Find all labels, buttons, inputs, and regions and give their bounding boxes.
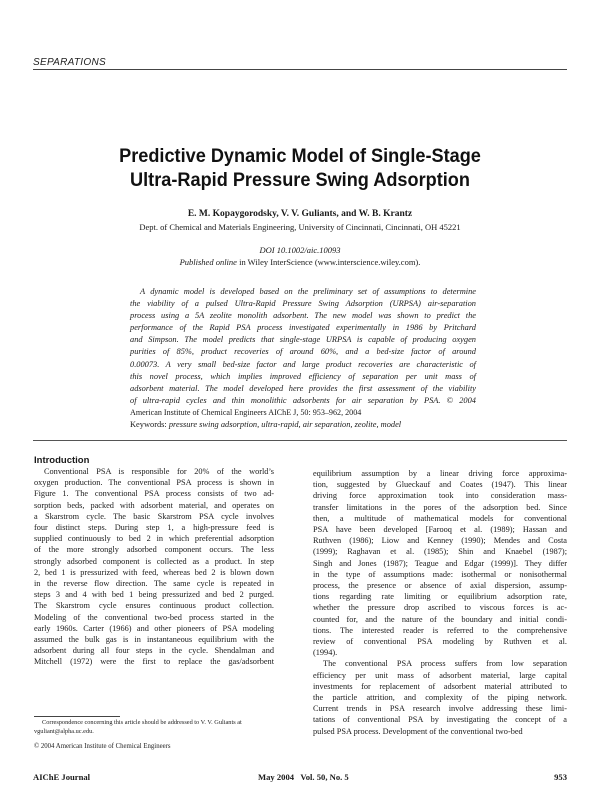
body-text-line: whether the pressure drop ascribed to viscous forces is ac- — [313, 603, 567, 613]
keywords-text: pressure swing adsorption, ultra-rapid, air separation, zeolite, model — [166, 420, 402, 430]
abstract-line: 0.00073. A very small bed-size factor and large product recoveries are characteristic of — [130, 359, 476, 369]
body-text-line: early 1960s. Carter (1966) and other pioneers of PSA modeling — [34, 623, 274, 633]
body-text-line: transfer limitations in the pores of the adsorption bed. Since — [313, 502, 567, 512]
body-text-line: Figure 1. The conventional PSA process consists of two ad- — [34, 489, 274, 499]
body-text-line: sorption beds, packed with adsorbent material, and operates on — [34, 500, 274, 510]
body-text-line: The Skarstrom cycle ensures continuous product collection. — [34, 601, 274, 611]
body-text-line: process, the presence or absence of axial dispersion, assump- — [313, 581, 567, 591]
body-text-line: strongly adsorbed component is collected as a product. In step — [34, 556, 274, 566]
body-text-line: assumed the bulk gas is in instantaneous equilibrium with the — [34, 635, 274, 645]
body-text-line: 2, bed 1 is pressurized with feed, whereas bed 2 is blown down — [34, 567, 274, 577]
body-text-line: tions. The interested reader is referred to the comprehensive — [313, 625, 567, 635]
abstract-rule — [33, 440, 567, 441]
abstract-line: process using a 5A zeolite monolith adsorbent. The new model was shown to predict the — [130, 311, 476, 321]
body-text-line: tion, suggested by Glueckauf and Coates (1947). This linear — [313, 480, 567, 490]
body-text-line: The conventional PSA process suffers from low separation — [323, 659, 567, 669]
body-text-line: counted for, and the nature of the boundary and initial condi- — [313, 614, 567, 624]
body-text-line: Mitchell (1972) were the first to replace the gas/adsorbent — [34, 657, 274, 667]
body-text-line: review of conventional PSA modeling by Ruthven et al. — [313, 637, 567, 647]
keywords-label: Keywords: — [130, 420, 167, 430]
abstract-line: purities of 85%, product recoveries of around 60%, and a bed-size factor of around — [130, 347, 476, 357]
body-text-line: the particle attrition, and complexity of the piping network. — [313, 693, 567, 703]
abstract-line: A dynamic model is developed based on the preliminary set of assumptions to determine — [140, 287, 476, 296]
abstract-line: adsorbent material. The model developed here provides the first assessment of the viability — [130, 383, 476, 393]
header-rule — [33, 69, 567, 70]
published-online — [0, 257, 600, 267]
body-text-line: (1994). — [313, 648, 338, 658]
body-text-line: Ruthven (1986); Liow and Kenney (1990); Mendes and Costa — [313, 536, 567, 546]
body-text-line: tions regarding rate limiting or equilibrium adsorption rate, — [313, 592, 567, 602]
body-text-line: Conventional PSA is responsible for 20% of the world’s — [44, 467, 274, 476]
body-text-line: oxygen production. The conventional PSA process is shown in — [34, 478, 274, 488]
abstract-line: performance of the Rapid PSA process investigated experimentally in 1986 by Pritchard — [130, 323, 476, 333]
footer-journal: AIChE Journal — [33, 772, 91, 782]
body-text-line: pulsed PSA process. Development of the conventional two-bed — [313, 726, 523, 736]
abstract-line: this novel process, which implies improved efficiency of separation per unit mass of — [130, 371, 476, 381]
body-text-line: Singh and Jones (1987); Teague and Edgar (1999)]. They differ — [313, 558, 567, 568]
abstract — [130, 286, 476, 431]
abstract-line: of ultra-rapid cycles and thin monolithic adsorbents for air separation by PSA. © 2004 — [130, 395, 476, 405]
body-text-line: then, a multitude of mathematical models for conventional — [313, 513, 567, 523]
footnote-rule — [34, 716, 120, 717]
title-line-1: Predictive Dynamic Model of Single-Stage — [119, 145, 481, 167]
copyright-notice: © 2004 American Institute of Chemical Engineers — [34, 743, 171, 750]
body-text-line: Modeling of the conventional two-bed process started in the — [34, 612, 274, 622]
published-prefix: Published online — [179, 257, 237, 267]
body-text-line: tations of conventional PSA by investigating the concept of a — [313, 715, 567, 725]
correspondence-footnote — [34, 719, 284, 736]
body-text-line: (1999); Raghavan et al. (1985); Shin and Knaebel (1987); — [313, 547, 567, 557]
abstract-line: and Simpson. The model predicts that single-stage URPSA is capable of producing oxygen — [130, 335, 476, 345]
abstract-line: the viability of a pulsed Ultra-Rapid Pressure Swing Adsorption (URPSA) air-separation — [130, 299, 476, 309]
doi: DOI 10.1002/aic.10093 — [259, 245, 341, 255]
section-label: SEPARATIONS — [33, 57, 106, 68]
right-column — [313, 468, 567, 737]
article-title — [40, 144, 560, 192]
body-text-line: in the type of assumptions made: isothermal or nonisothermal — [313, 569, 567, 579]
body-text-line: four distinct steps. During step 1, a high-pressure feed is — [34, 523, 274, 533]
affiliation: Dept. of Chemical and Materials Engineering, University of Cincinnati, Cincinnati, OH 45221 — [139, 222, 461, 232]
authors: E. M. Kopaygorodsky, V. V. Guliants, and W. B. Krantz — [187, 209, 413, 219]
footnote-line: vguliant@alpha.uc.edu. — [34, 727, 94, 735]
body-text-line: a Skarstrom cycle. The basic Skarstrom PSA cycle involves — [34, 511, 274, 521]
body-text-line: driving force approximation took into consideration mass- — [313, 491, 567, 501]
page-number: 953 — [554, 772, 567, 782]
body-text-line: in the reverse flow direction. The same cycle is repeated in — [34, 579, 274, 589]
footnote-line: Correspondence concerning this article should be addressed to V. V. Guliants at — [42, 719, 242, 726]
body-text-line: PSA have been developed [Farooq et al. (1989); Hassan and — [313, 525, 567, 535]
body-text-line: adsorbent during all four steps in the cycle. Shendalman and — [34, 646, 274, 656]
introduction-heading: Introduction — [34, 455, 90, 466]
body-text-line: equilibrium assumption by a linear driving force approxima- — [313, 469, 567, 478]
abstract-citation: American Institute of Chemical Engineers AIChE J, 50: 953–962, 2004 — [130, 407, 362, 417]
left-column — [34, 466, 274, 668]
keywords — [130, 419, 476, 431]
body-text-line: efficiency per unit mass of adsorbent material, large capital — [313, 670, 567, 680]
body-text-line: steps 3 and 4 with bed 1 being pressurized and bed 2 purged. — [34, 590, 274, 600]
title-line-2: Ultra-Rapid Pressure Swing Adsorption — [130, 169, 470, 191]
published-suffix: in Wiley InterScience (www.interscience.wiley.com). — [236, 257, 421, 267]
body-text-line: of the more strongly adsorbed component occurs. The less — [34, 545, 274, 555]
footer-issue: May 2004 Vol. 50, No. 5 — [258, 772, 349, 782]
body-text-line: investments for replacement of adsorbent material attributed to — [313, 681, 567, 691]
body-text-line: Current trends in PSA research involve addressing these limi- — [313, 704, 567, 714]
body-text-line: supplied continuously to bed 2 in which preferential adsorption — [34, 534, 274, 544]
